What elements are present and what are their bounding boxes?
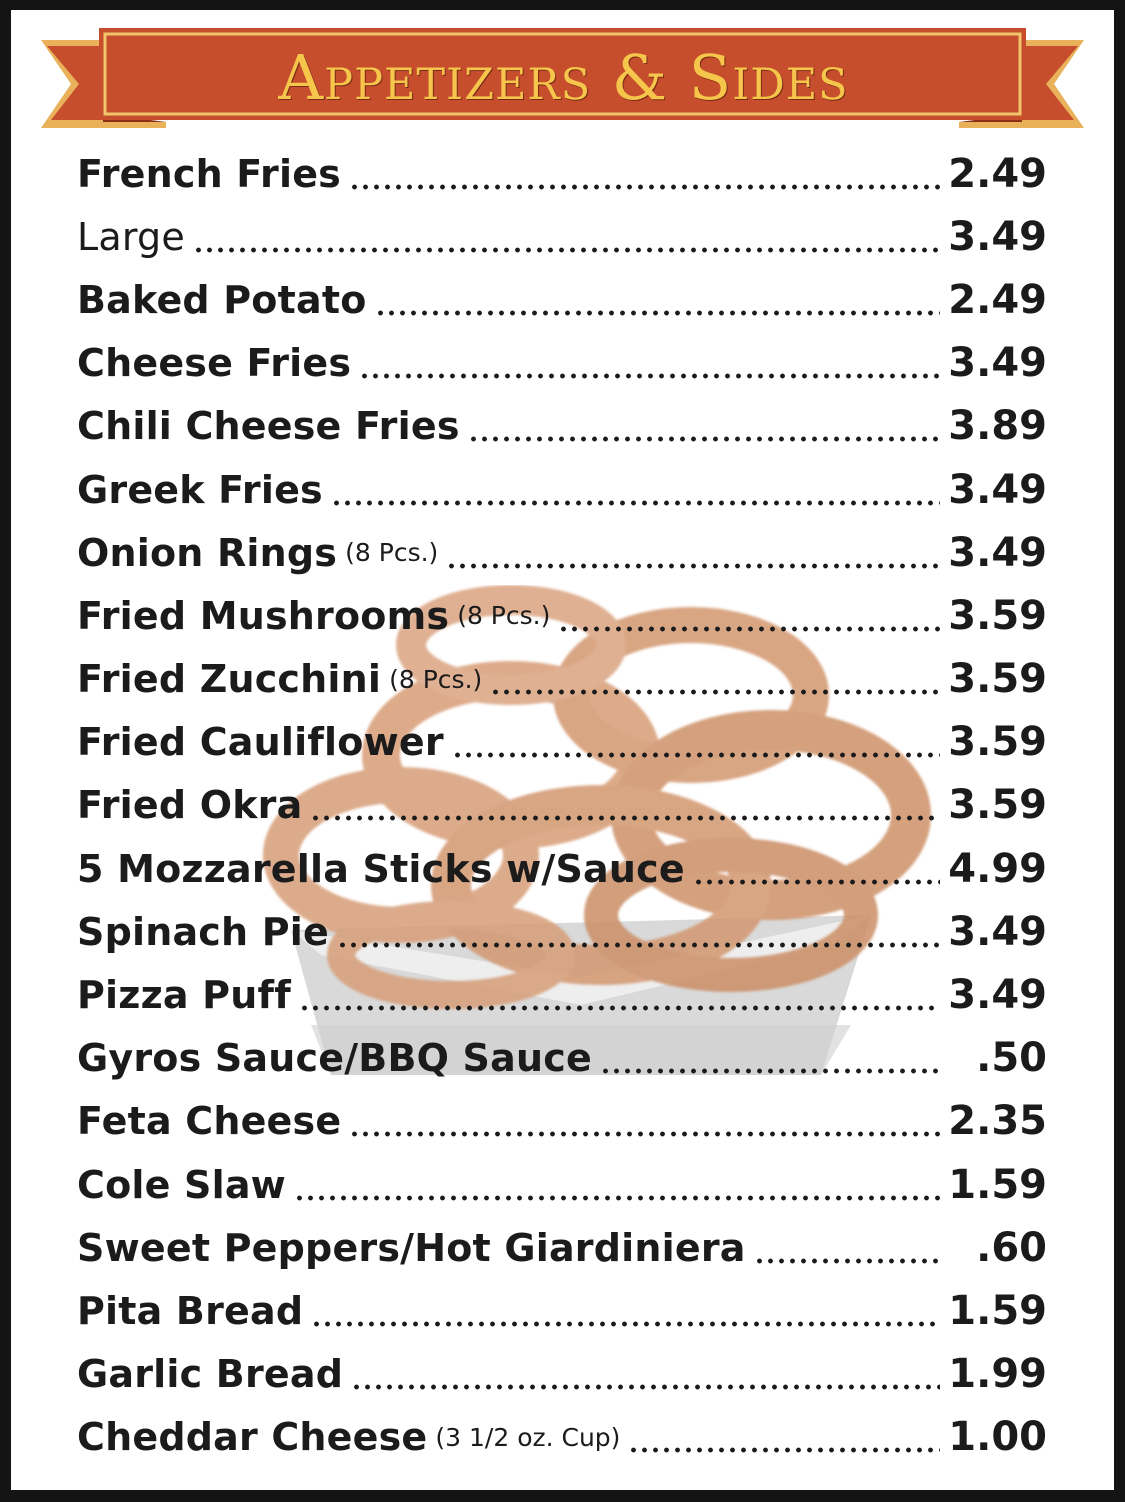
menu-item-name: Sweet Peppers/Hot Giardiniera: [77, 1225, 746, 1270]
dot-leader: [600, 1041, 941, 1075]
dot-leader: [754, 1231, 941, 1265]
menu-item-name: Fried Zucchini: [77, 657, 382, 702]
menu-item: [77, 1343, 1047, 1406]
dot-leader: [628, 1420, 940, 1454]
menu-item-price: .50: [976, 1035, 1047, 1082]
dot-leader: [331, 473, 940, 507]
menu-item-name: Chili Cheese Fries: [77, 404, 460, 449]
menu-item-price: .60: [976, 1224, 1047, 1271]
dot-leader: [349, 1104, 940, 1138]
menu-item-price: 2.49: [948, 150, 1047, 197]
dot-leader: [490, 662, 940, 696]
menu-item-price: 1.00: [948, 1414, 1047, 1461]
menu-item: [77, 1406, 1047, 1469]
menu-item-name: Garlic Bread: [77, 1352, 344, 1397]
dot-leader: [299, 978, 940, 1012]
dot-leader: [693, 852, 940, 886]
menu-item-name: Onion Rings: [77, 530, 338, 575]
dot-leader: [359, 346, 940, 380]
menu-item: [77, 458, 1047, 521]
menu-item-name: Fried Mushrooms: [77, 593, 450, 638]
menu-item: [77, 711, 1047, 774]
menu-item-name: Cole Slaw: [77, 1162, 286, 1207]
dot-leader: [193, 220, 940, 254]
dot-leader: [310, 788, 940, 822]
menu-item-name: French Fries: [77, 151, 341, 196]
section-title: Appetizers & Sides: [278, 40, 849, 114]
menu-item-price: 3.49: [948, 213, 1047, 260]
menu-item-price: 3.59: [948, 782, 1047, 829]
menu-item-price: 1.99: [948, 1351, 1047, 1398]
menu-item: [77, 648, 1047, 711]
menu-item-note: (3 1/2 oz. Cup): [435, 1422, 621, 1452]
menu-item-name: Pita Bread: [77, 1288, 304, 1333]
dot-leader: [558, 599, 940, 633]
menu-item: [77, 1216, 1047, 1279]
menu-item: [77, 142, 1047, 205]
menu-item-note: (8 Pcs.): [345, 538, 439, 568]
menu-item-name: Large: [77, 214, 185, 259]
menu-item: [77, 521, 1047, 584]
menu-item: [77, 900, 1047, 963]
menu-item: [77, 774, 1047, 837]
menu-item: [77, 205, 1047, 268]
menu-item-name: Cheese Fries: [77, 341, 352, 386]
menu-item-name: Cheddar Cheese: [77, 1415, 428, 1460]
dot-leader: [468, 409, 941, 443]
menu-item-name: Greek Fries: [77, 467, 323, 512]
menu-item-note: (8 Pcs.): [457, 601, 551, 631]
menu-item: [77, 1027, 1047, 1090]
menu-item: [77, 1279, 1047, 1342]
menu-item-price: 3.59: [948, 719, 1047, 766]
menu-item-price: 3.49: [948, 908, 1047, 955]
menu-page: [11, 10, 1114, 1490]
menu-item: [77, 395, 1047, 458]
dot-leader: [446, 536, 940, 570]
menu-item-price: 3.89: [948, 403, 1047, 450]
dot-leader: [452, 725, 940, 759]
header-banner: [11, 10, 1114, 140]
menu-item-price: 1.59: [948, 1161, 1047, 1208]
menu-item-price: 3.59: [948, 656, 1047, 703]
menu-item-price: 3.59: [948, 592, 1047, 639]
dot-leader: [311, 1294, 940, 1328]
menu-item-name: Pizza Puff: [77, 973, 291, 1018]
menu-item: [77, 268, 1047, 331]
menu-item-name: Spinach Pie: [77, 909, 329, 954]
dot-leader: [351, 1357, 940, 1391]
menu-item-price: 2.35: [948, 1098, 1047, 1145]
menu-item-price: 2.49: [948, 276, 1047, 323]
menu-item-name: Fried Okra: [77, 783, 303, 828]
menu-item-name: Gyros Sauce/BBQ Sauce: [77, 1036, 592, 1081]
menu-item-price: 3.49: [948, 466, 1047, 513]
menu-list: [77, 142, 1047, 1469]
dot-leader: [375, 283, 941, 317]
menu-item-name: Feta Cheese: [77, 1099, 342, 1144]
dot-leader: [337, 915, 940, 949]
menu-item-price: 3.49: [948, 529, 1047, 576]
menu-item: [77, 963, 1047, 1026]
menu-item-price: 3.49: [948, 340, 1047, 387]
menu-item-name: 5 Mozzarella Sticks w/Sauce: [77, 846, 685, 891]
menu-item: [77, 837, 1047, 900]
menu-item: [77, 1090, 1047, 1153]
dot-leader: [349, 157, 940, 191]
menu-item-note: (8 Pcs.): [389, 664, 483, 694]
menu-item-name: Fried Cauliflower: [77, 720, 444, 765]
menu-item: [77, 584, 1047, 647]
menu-item: [77, 1153, 1047, 1216]
menu-item-price: 1.59: [948, 1287, 1047, 1334]
dot-leader: [294, 1168, 940, 1202]
menu-item-name: Baked Potato: [77, 277, 367, 322]
menu-item-price: 3.49: [948, 972, 1047, 1019]
menu-item: [77, 332, 1047, 395]
menu-item-price: 4.99: [948, 845, 1047, 892]
